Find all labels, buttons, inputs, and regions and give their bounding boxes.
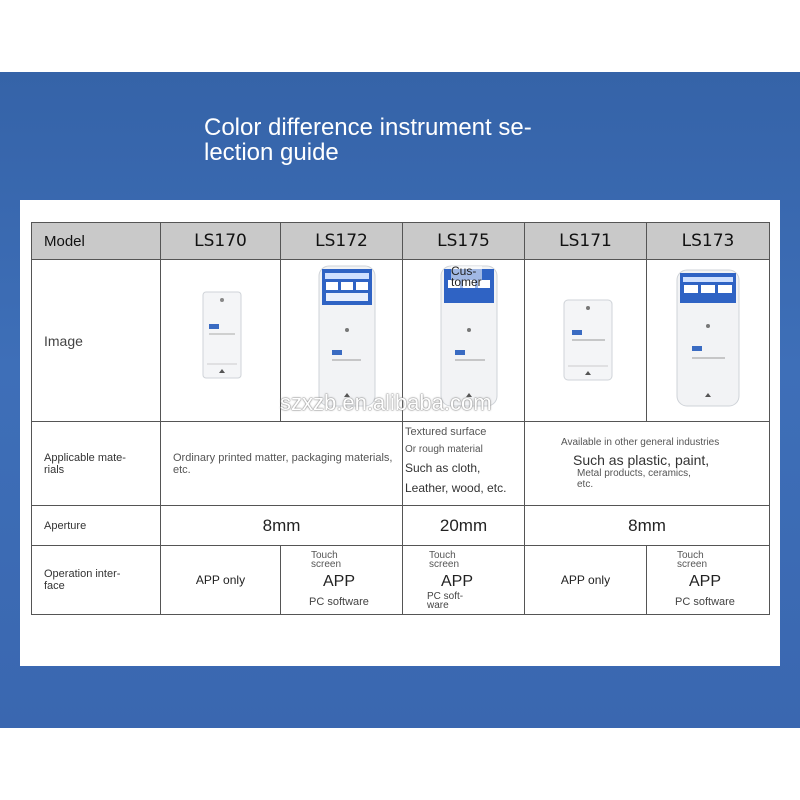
image-row-label: Image (32, 260, 161, 422)
header-ls175: LS175 (403, 223, 525, 260)
materials-group1 (161, 422, 403, 506)
aperture-group3: 8mm (525, 506, 770, 546)
header-ls172: LS172 (281, 223, 403, 260)
materials-group2-line2: Or rough material (405, 444, 483, 455)
selection-table (31, 222, 770, 615)
materials-group3-line1: Available in other general industries (561, 437, 720, 448)
operation-ls175 (403, 546, 525, 615)
aperture-group1: 8mm (161, 506, 403, 546)
ls173-device-icon (647, 260, 770, 416)
aperture-group2: 20mm (403, 506, 525, 546)
header-ls170: LS170 (161, 223, 281, 260)
aperture-row (32, 506, 770, 546)
watermark: szxzb.en.alibaba.com (280, 390, 492, 415)
operation-ls172-touch: Touch screen (311, 550, 342, 570)
operation-ls175-pc: PC soft- ware (427, 591, 464, 611)
operation-ls173-app: APP (689, 573, 722, 590)
operation-ls173 (647, 546, 770, 615)
operation-ls175-touch: Touch screen (429, 550, 460, 570)
materials-label: Applicable mate- rials (32, 422, 161, 506)
operation-ls172-app: APP (323, 573, 356, 590)
aperture-label: Aperture (32, 506, 161, 546)
operation-ls173-touch: Touch screen (677, 550, 708, 570)
operation-row (32, 546, 770, 615)
operation-ls170-text: APP only (195, 573, 246, 587)
operation-label: Operation inter- face (32, 546, 161, 615)
materials-group3-line3: Metal products, ceramics, etc. (577, 468, 691, 490)
materials-group2 (403, 422, 525, 506)
operation-ls175-app: APP (441, 573, 474, 590)
operation-ls171-text: APP only (560, 573, 611, 587)
materials-row (32, 422, 770, 506)
header-row (32, 223, 770, 260)
ls170-image (161, 260, 281, 422)
ls171-image (525, 260, 647, 422)
operation-ls172 (281, 546, 403, 615)
header-ls173: LS173 (647, 223, 770, 260)
ls175-screen-label: Cus- tomer (451, 264, 482, 289)
materials-group2-line1: Textured surface (405, 426, 487, 438)
materials-group2-line3: Such as cloth, (405, 461, 481, 475)
materials-group1-text: Ordinary printed matter, packaging materials, etc. (173, 451, 393, 476)
operation-ls170 (161, 546, 281, 615)
ls170-device-icon (161, 260, 281, 416)
ls173-image (647, 260, 770, 422)
operation-ls171 (525, 546, 647, 615)
materials-group3 (525, 422, 770, 506)
ls171-device-icon (525, 260, 647, 416)
page-title: Color difference instrument se- lection guide (204, 114, 532, 166)
header-ls171: LS171 (525, 223, 647, 260)
operation-ls173-pc: PC software (675, 596, 735, 608)
header-model: Model (32, 223, 161, 260)
operation-ls172-pc: PC software (309, 596, 369, 608)
materials-group2-line4: Leather, wood, etc. (405, 481, 507, 495)
materials-group3-line2: Such as plastic, paint, (573, 452, 710, 468)
